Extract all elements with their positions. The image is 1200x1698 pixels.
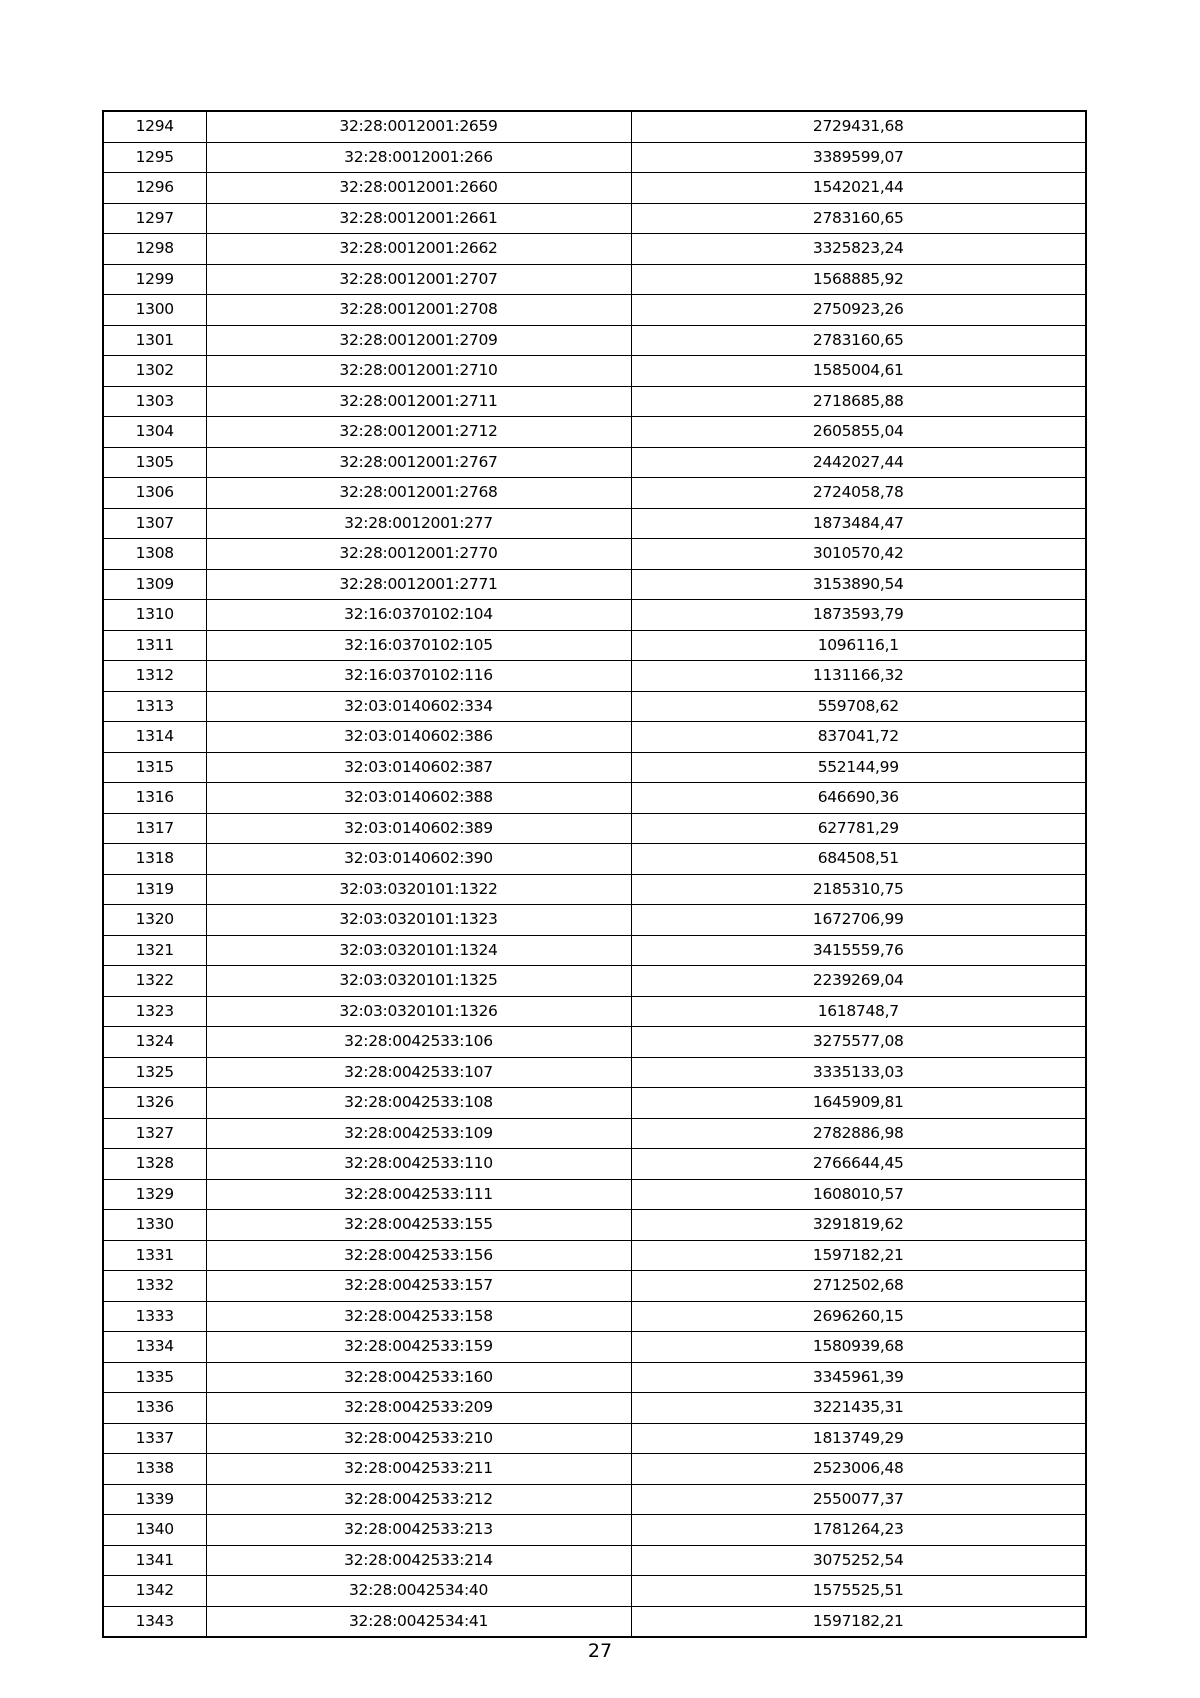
cadastral-number-cell: 32:28:0012001:2709 — [206, 325, 631, 356]
cadastral-number-cell: 32:28:0012001:2707 — [206, 264, 631, 295]
value-cell: 2523006,48 — [631, 1454, 1086, 1485]
row-number-cell: 1330 — [103, 1210, 206, 1241]
table-row — [103, 569, 1086, 600]
row-number-cell: 1303 — [103, 386, 206, 417]
value-cell: 2185310,75 — [631, 874, 1086, 905]
value-cell: 1873593,79 — [631, 600, 1086, 631]
cadastral-number-cell: 32:28:0012001:2661 — [206, 203, 631, 234]
table-row — [103, 1027, 1086, 1058]
row-number-cell: 1334 — [103, 1332, 206, 1363]
value-cell: 1580939,68 — [631, 1332, 1086, 1363]
value-cell: 2718685,88 — [631, 386, 1086, 417]
row-number-cell: 1295 — [103, 142, 206, 173]
row-number-cell: 1332 — [103, 1271, 206, 1302]
cadastral-number-cell: 32:28:0042533:212 — [206, 1484, 631, 1515]
table-row — [103, 1210, 1086, 1241]
row-number-cell: 1335 — [103, 1362, 206, 1393]
table-row — [103, 203, 1086, 234]
value-cell: 1542021,44 — [631, 173, 1086, 204]
table-row — [103, 173, 1086, 204]
cadastral-number-cell: 32:28:0042533:158 — [206, 1301, 631, 1332]
row-number-cell: 1302 — [103, 356, 206, 387]
cadastral-number-cell: 32:28:0012001:2767 — [206, 447, 631, 478]
value-cell: 3345961,39 — [631, 1362, 1086, 1393]
value-cell: 3221435,31 — [631, 1393, 1086, 1424]
cadastral-number-cell: 32:28:0042533:209 — [206, 1393, 631, 1424]
row-number-cell: 1294 — [103, 111, 206, 142]
row-number-cell: 1336 — [103, 1393, 206, 1424]
value-cell: 3010570,42 — [631, 539, 1086, 570]
row-number-cell: 1323 — [103, 996, 206, 1027]
value-cell: 2239269,04 — [631, 966, 1086, 997]
table-row — [103, 1179, 1086, 1210]
cadastral-number-cell: 32:03:0320101:1324 — [206, 935, 631, 966]
row-number-cell: 1340 — [103, 1515, 206, 1546]
value-cell: 1781264,23 — [631, 1515, 1086, 1546]
table-row — [103, 661, 1086, 692]
value-cell: 2442027,44 — [631, 447, 1086, 478]
value-cell: 2724058,78 — [631, 478, 1086, 509]
cadastral-number-cell: 32:28:0042533:155 — [206, 1210, 631, 1241]
row-number-cell: 1327 — [103, 1118, 206, 1149]
value-cell: 2712502,68 — [631, 1271, 1086, 1302]
row-number-cell: 1324 — [103, 1027, 206, 1058]
row-number-cell: 1309 — [103, 569, 206, 600]
cadastral-number-cell: 32:28:0042533:156 — [206, 1240, 631, 1271]
cadastral-number-cell: 32:28:0012001:2768 — [206, 478, 631, 509]
value-cell: 1608010,57 — [631, 1179, 1086, 1210]
row-number-cell: 1305 — [103, 447, 206, 478]
cadastral-number-cell: 32:03:0320101:1325 — [206, 966, 631, 997]
value-cell: 2783160,65 — [631, 203, 1086, 234]
table-row — [103, 1454, 1086, 1485]
row-number-cell: 1315 — [103, 752, 206, 783]
table-row — [103, 874, 1086, 905]
cadastral-number-cell: 32:03:0140602:387 — [206, 752, 631, 783]
value-cell: 3153890,54 — [631, 569, 1086, 600]
row-number-cell: 1296 — [103, 173, 206, 204]
table-row — [103, 813, 1086, 844]
value-cell: 3415559,76 — [631, 935, 1086, 966]
value-cell: 2783160,65 — [631, 325, 1086, 356]
table-row — [103, 722, 1086, 753]
value-cell: 1813749,29 — [631, 1423, 1086, 1454]
table-row — [103, 539, 1086, 570]
value-cell: 1597182,21 — [631, 1240, 1086, 1271]
value-cell: 1873484,47 — [631, 508, 1086, 539]
row-number-cell: 1312 — [103, 661, 206, 692]
table-body — [103, 111, 1086, 1637]
cadastral-number-cell: 32:03:0320101:1326 — [206, 996, 631, 1027]
row-number-cell: 1308 — [103, 539, 206, 570]
cadastral-number-cell: 32:03:0320101:1322 — [206, 874, 631, 905]
table-row — [103, 234, 1086, 265]
row-number-cell: 1337 — [103, 1423, 206, 1454]
cadastral-number-cell: 32:03:0140602:389 — [206, 813, 631, 844]
row-number-cell: 1326 — [103, 1088, 206, 1119]
value-cell: 2605855,04 — [631, 417, 1086, 448]
value-cell: 1585004,61 — [631, 356, 1086, 387]
value-cell: 3275577,08 — [631, 1027, 1086, 1058]
row-number-cell: 1318 — [103, 844, 206, 875]
cadastral-number-cell: 32:03:0140602:386 — [206, 722, 631, 753]
row-number-cell: 1331 — [103, 1240, 206, 1271]
row-number-cell: 1342 — [103, 1576, 206, 1607]
table-row — [103, 1118, 1086, 1149]
cadastral-number-cell: 32:28:0042533:111 — [206, 1179, 631, 1210]
page-number: 27 — [587, 1640, 613, 1662]
table-row — [103, 935, 1086, 966]
table-row — [103, 295, 1086, 326]
cadastral-number-cell: 32:28:0012001:2660 — [206, 173, 631, 204]
table-row — [103, 264, 1086, 295]
row-number-cell: 1317 — [103, 813, 206, 844]
value-cell: 1575525,51 — [631, 1576, 1086, 1607]
table-row — [103, 1271, 1086, 1302]
row-number-cell: 1306 — [103, 478, 206, 509]
cadastral-number-cell: 32:28:0012001:2659 — [206, 111, 631, 142]
row-number-cell: 1301 — [103, 325, 206, 356]
value-cell: 1096116,1 — [631, 630, 1086, 661]
table-row — [103, 691, 1086, 722]
cadastral-number-cell: 32:16:0370102:104 — [206, 600, 631, 631]
row-number-cell: 1297 — [103, 203, 206, 234]
row-number-cell: 1319 — [103, 874, 206, 905]
table-row — [103, 966, 1086, 997]
value-cell: 3075252,54 — [631, 1545, 1086, 1576]
cadastral-number-cell: 32:28:0012001:2711 — [206, 386, 631, 417]
row-number-cell: 1341 — [103, 1545, 206, 1576]
table-row — [103, 417, 1086, 448]
table-row — [103, 783, 1086, 814]
cadastral-number-cell: 32:28:0042533:106 — [206, 1027, 631, 1058]
cadastral-number-cell: 32:03:0140602:334 — [206, 691, 631, 722]
table-row — [103, 1240, 1086, 1271]
value-cell: 627781,29 — [631, 813, 1086, 844]
cadastral-number-cell: 32:16:0370102:116 — [206, 661, 631, 692]
row-number-cell: 1311 — [103, 630, 206, 661]
value-cell: 1672706,99 — [631, 905, 1086, 936]
value-cell: 559708,62 — [631, 691, 1086, 722]
table-row — [103, 1484, 1086, 1515]
row-number-cell: 1314 — [103, 722, 206, 753]
table-row — [103, 1088, 1086, 1119]
row-number-cell: 1316 — [103, 783, 206, 814]
table-row — [103, 996, 1086, 1027]
cadastral-number-cell: 32:28:0042533:157 — [206, 1271, 631, 1302]
table-row — [103, 1393, 1086, 1424]
row-number-cell: 1300 — [103, 295, 206, 326]
row-number-cell: 1339 — [103, 1484, 206, 1515]
value-cell: 1131166,32 — [631, 661, 1086, 692]
cadastral-number-cell: 32:28:0042533:108 — [206, 1088, 631, 1119]
cadastral-number-cell: 32:28:0012001:2712 — [206, 417, 631, 448]
cadastral-number-cell: 32:28:0012001:2771 — [206, 569, 631, 600]
value-cell: 3335133,03 — [631, 1057, 1086, 1088]
cadastral-number-cell: 32:28:0042534:40 — [206, 1576, 631, 1607]
value-cell: 2782886,98 — [631, 1118, 1086, 1149]
cadastral-number-cell: 32:28:0042533:213 — [206, 1515, 631, 1546]
table-row — [103, 356, 1086, 387]
value-cell: 684508,51 — [631, 844, 1086, 875]
cadastral-number-cell: 32:28:0042533:110 — [206, 1149, 631, 1180]
cadastral-number-cell: 32:28:0042533:214 — [206, 1545, 631, 1576]
table-row — [103, 752, 1086, 783]
row-number-cell: 1321 — [103, 935, 206, 966]
table-row — [103, 1332, 1086, 1363]
table-row — [103, 1057, 1086, 1088]
table-row — [103, 1606, 1086, 1637]
table-row — [103, 478, 1086, 509]
value-cell: 1597182,21 — [631, 1606, 1086, 1637]
cadastral-number-cell: 32:28:0042534:41 — [206, 1606, 631, 1637]
table-row — [103, 325, 1086, 356]
value-cell: 837041,72 — [631, 722, 1086, 753]
cadastral-number-cell: 32:28:0012001:2770 — [206, 539, 631, 570]
cadastral-number-cell: 32:03:0140602:388 — [206, 783, 631, 814]
cadastral-number-cell: 32:28:0042533:109 — [206, 1118, 631, 1149]
row-number-cell: 1310 — [103, 600, 206, 631]
table-row — [103, 142, 1086, 173]
value-cell: 2750923,26 — [631, 295, 1086, 326]
table-row — [103, 1149, 1086, 1180]
table-row — [103, 844, 1086, 875]
cadastral-number-cell: 32:03:0320101:1323 — [206, 905, 631, 936]
cadastral-number-cell: 32:03:0140602:390 — [206, 844, 631, 875]
value-cell: 2729431,68 — [631, 111, 1086, 142]
value-cell: 3389599,07 — [631, 142, 1086, 173]
table-row — [103, 1362, 1086, 1393]
row-number-cell: 1329 — [103, 1179, 206, 1210]
row-number-cell: 1307 — [103, 508, 206, 539]
table-row — [103, 1423, 1086, 1454]
cadastral-number-cell: 32:28:0042533:159 — [206, 1332, 631, 1363]
value-cell: 2766644,45 — [631, 1149, 1086, 1180]
cadastral-number-cell: 32:28:0012001:277 — [206, 508, 631, 539]
table-row — [103, 386, 1086, 417]
row-number-cell: 1298 — [103, 234, 206, 265]
cadastral-number-cell: 32:28:0012001:2710 — [206, 356, 631, 387]
value-cell: 1645909,81 — [631, 1088, 1086, 1119]
data-table — [102, 110, 1087, 1638]
table-row — [103, 508, 1086, 539]
row-number-cell: 1313 — [103, 691, 206, 722]
value-cell: 3291819,62 — [631, 1210, 1086, 1241]
row-number-cell: 1320 — [103, 905, 206, 936]
table-row — [103, 1515, 1086, 1546]
cadastral-number-cell: 32:28:0012001:266 — [206, 142, 631, 173]
cadastral-number-cell: 32:28:0042533:210 — [206, 1423, 631, 1454]
value-cell: 1618748,7 — [631, 996, 1086, 1027]
cadastral-number-cell: 32:28:0012001:2662 — [206, 234, 631, 265]
row-number-cell: 1322 — [103, 966, 206, 997]
value-cell: 552144,99 — [631, 752, 1086, 783]
cadastral-number-cell: 32:28:0012001:2708 — [206, 295, 631, 326]
cadastral-number-cell: 32:28:0042533:211 — [206, 1454, 631, 1485]
value-cell: 3325823,24 — [631, 234, 1086, 265]
table-row — [103, 905, 1086, 936]
table-row — [103, 1301, 1086, 1332]
row-number-cell: 1304 — [103, 417, 206, 448]
value-cell: 2550077,37 — [631, 1484, 1086, 1515]
cadastral-number-cell: 32:28:0042533:160 — [206, 1362, 631, 1393]
table-row — [103, 630, 1086, 661]
table-row — [103, 600, 1086, 631]
value-cell: 646690,36 — [631, 783, 1086, 814]
row-number-cell: 1343 — [103, 1606, 206, 1637]
table-row — [103, 1545, 1086, 1576]
row-number-cell: 1333 — [103, 1301, 206, 1332]
row-number-cell: 1328 — [103, 1149, 206, 1180]
table-row — [103, 447, 1086, 478]
cadastral-number-cell: 32:16:0370102:105 — [206, 630, 631, 661]
value-cell: 2696260,15 — [631, 1301, 1086, 1332]
table-row — [103, 111, 1086, 142]
cadastral-number-cell: 32:28:0042533:107 — [206, 1057, 631, 1088]
row-number-cell: 1325 — [103, 1057, 206, 1088]
row-number-cell: 1299 — [103, 264, 206, 295]
value-cell: 1568885,92 — [631, 264, 1086, 295]
row-number-cell: 1338 — [103, 1454, 206, 1485]
table-row — [103, 1576, 1086, 1607]
